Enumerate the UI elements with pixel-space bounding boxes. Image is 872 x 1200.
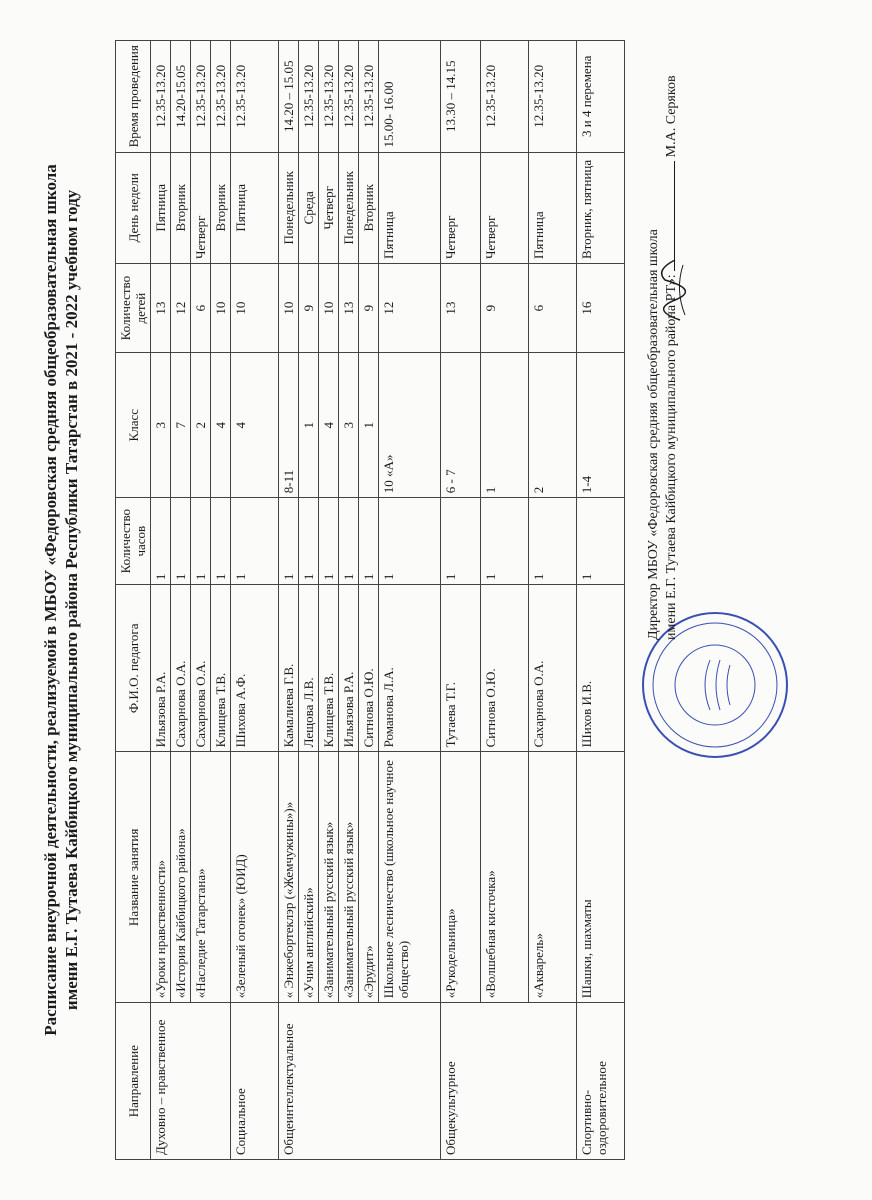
cell-teacher: Ильязова Р.А.	[151, 585, 171, 752]
cell-day: Среда	[299, 152, 319, 264]
table-row	[359, 41, 379, 1160]
cell-direction: Спортивно- оздоровительное	[577, 1003, 625, 1160]
cell-day: Вторник	[171, 152, 191, 264]
cell-class: 1	[359, 353, 379, 498]
cell-children: 13	[339, 264, 359, 353]
cell-teacher: Сахарнова О.А.	[529, 585, 577, 752]
cell-time: 12.35-13.20	[529, 41, 577, 153]
signature-line-1: Директор МБОУ «Федоровская средняя общеобразовательная школа	[646, 229, 661, 640]
cell-teacher: Клищева Т.В.	[319, 585, 339, 752]
cell-teacher: Лещова Л.В.	[299, 585, 319, 752]
cell-direction: Общекультурное	[441, 1003, 577, 1160]
cell-time: 12.35-13.20	[231, 41, 279, 153]
header-teacher: Ф.И.О. педагога	[116, 585, 151, 752]
handwritten-signature	[645, 255, 695, 325]
cell-teacher: Сахарнова О.А.	[191, 585, 211, 752]
table-row	[191, 41, 211, 1160]
table-row	[339, 41, 359, 1160]
cell-time: 12.35-13.20	[299, 41, 319, 153]
cell-hours: 1	[279, 498, 299, 585]
cell-teacher: Камалиева Г.В.	[279, 585, 299, 752]
cell-teacher: Ситнова О.Ю.	[359, 585, 379, 752]
cell-class: 2	[529, 353, 577, 498]
cell-teacher: Тутаева Т.Г.	[441, 585, 481, 752]
cell-time: 14.20-15.05	[171, 41, 191, 153]
header-direction: Направление	[116, 1003, 151, 1160]
cell-hours: 1	[211, 498, 231, 585]
cell-teacher: Шихова А.Ф.	[231, 585, 279, 752]
cell-teacher: Шихов И.В.	[577, 585, 625, 752]
cell-hours: 1	[359, 498, 379, 585]
table-header-row	[116, 41, 151, 1160]
cell-hours: 1	[339, 498, 359, 585]
cell-class: 8-11	[279, 353, 299, 498]
cell-day: Пятница	[231, 152, 279, 264]
cell-day: Четверг	[191, 152, 211, 264]
cell-time: 12.35-13.20	[359, 41, 379, 153]
cell-activity: «Учим английский»	[299, 752, 319, 1003]
title-line-2: имени Е.Г. Тутаева Кайбицкого муниципального района Республики Татарстан в 2021 - 2022 учебном году	[62, 189, 81, 1011]
cell-day: Понедельник	[339, 152, 359, 264]
cell-day: Четверг	[481, 152, 529, 264]
cell-day: Вторник	[211, 152, 231, 264]
cell-day: Вторник	[359, 152, 379, 264]
cell-hours: 1	[299, 498, 319, 585]
cell-class: 1-4	[577, 353, 625, 498]
cell-teacher: Ильязова Р.А.	[339, 585, 359, 752]
cell-time: 12.35-13.20	[481, 41, 529, 153]
cell-class: 7	[171, 353, 191, 498]
cell-activity: «Занимательный русский язык»	[319, 752, 339, 1003]
cell-hours: 1	[171, 498, 191, 585]
cell-activity: «Рукодельница»	[441, 752, 481, 1003]
cell-hours: 1	[191, 498, 211, 585]
table-row	[441, 41, 481, 1160]
cell-day: Четверг	[441, 152, 481, 264]
table-row	[379, 41, 441, 1160]
header-day: День недели	[116, 152, 151, 264]
cell-activity: «Эрудит»	[359, 752, 379, 1003]
cell-children: 10	[279, 264, 299, 353]
director-signature-block	[645, 40, 681, 640]
cell-activity: Шашки, шахматы	[577, 752, 625, 1003]
cell-class: 1	[481, 353, 529, 498]
cell-time: 12.35-13.20	[339, 41, 359, 153]
header-class: Класс	[116, 353, 151, 498]
cell-activity: «Зеленый огонек» (ЮИД)	[231, 752, 279, 1003]
cell-time: 12.35-13.20	[211, 41, 231, 153]
cell-direction: Духовно – нравственное	[151, 1003, 231, 1160]
cell-time: 12.35-13.20	[191, 41, 211, 153]
header-children: Количество детей	[116, 264, 151, 353]
cell-class: 4	[231, 353, 279, 498]
cell-children: 6	[529, 264, 577, 353]
cell-day: Понедельник	[279, 152, 299, 264]
table-row	[231, 41, 279, 1160]
cell-time: 15.00- 16.00	[379, 41, 441, 153]
cell-teacher: Сахарнова О.А.	[171, 585, 191, 752]
cell-direction: Социальное	[231, 1003, 279, 1160]
table-row	[481, 41, 529, 1160]
cell-children: 12	[171, 264, 191, 353]
header-activity: Название занятия	[116, 752, 151, 1003]
cell-time: 3 и 4 перемена	[577, 41, 625, 153]
cell-time: 12.35-13.20	[151, 41, 171, 153]
cell-day: Пятница	[151, 152, 171, 264]
cell-activity: «Акварель»	[529, 752, 577, 1003]
cell-activity: Школьное лесничество (школьное научное общество)	[379, 752, 441, 1003]
cell-time: 12.35-13.20	[319, 41, 339, 153]
cell-day: Пятница	[529, 152, 577, 264]
header-hours: Количество часов	[116, 498, 151, 585]
cell-teacher: Ситнова О.Ю.	[481, 585, 529, 752]
table-row	[171, 41, 191, 1160]
cell-children: 9	[299, 264, 319, 353]
signature-line-2	[663, 40, 681, 640]
header-time: Время проведения	[116, 41, 151, 153]
cell-class: 3	[151, 353, 171, 498]
cell-children: 12	[379, 264, 441, 353]
cell-activity: « Энжебортеклэр («Жемчужины»)»	[279, 752, 299, 1003]
cell-day: Вторник, пятница	[577, 152, 625, 264]
cell-teacher: Романова Л.А.	[379, 585, 441, 752]
cell-class: 10 «А»	[379, 353, 441, 498]
cell-hours: 1	[151, 498, 171, 585]
cell-activity: «Волшебная кисточка»	[481, 752, 529, 1003]
cell-children: 9	[359, 264, 379, 353]
cell-time: 13.30 – 14.15	[441, 41, 481, 153]
cell-hours: 1	[441, 498, 481, 585]
cell-day: Четверг	[319, 152, 339, 264]
cell-activity: «Уроки нравственности»	[151, 752, 171, 1003]
cell-class: 4	[211, 353, 231, 498]
cell-children: 16	[577, 264, 625, 353]
cell-hours: 1	[379, 498, 441, 585]
table-row	[299, 41, 319, 1160]
signature-line-2-text: имени Е.Г. Тутаева Кайбицкого муниципального района РТ»:	[664, 274, 679, 640]
cell-children: 10	[319, 264, 339, 353]
cell-children: 13	[151, 264, 171, 353]
cell-children: 13	[441, 264, 481, 353]
cell-class: 1	[299, 353, 319, 498]
cell-hours: 1	[577, 498, 625, 585]
cell-activity: «Наследие Татарстана»	[191, 752, 231, 1003]
cell-class: 3	[339, 353, 359, 498]
cell-class: 4	[319, 353, 339, 498]
cell-children: 10	[231, 264, 279, 353]
table-row	[319, 41, 339, 1160]
table-row	[279, 41, 299, 1160]
cell-time: 14.20 – 15.05	[279, 41, 299, 153]
cell-children: 9	[481, 264, 529, 353]
schedule-table	[115, 40, 625, 1160]
cell-direction: Общеинтеллектуальное	[279, 1003, 441, 1160]
director-name: М.А. Серяков	[664, 75, 679, 158]
cell-children: 10	[211, 264, 231, 353]
cell-teacher: Клищева Т.В.	[211, 585, 231, 752]
cell-hours: 1	[481, 498, 529, 585]
cell-activity: «История Кайбицкого района»	[171, 752, 191, 1003]
cell-children: 6	[191, 264, 211, 353]
cell-activity: «Занимательный русский язык»	[339, 752, 359, 1003]
cell-hours: 1	[231, 498, 279, 585]
table-row	[577, 41, 625, 1160]
cell-class: 2	[191, 353, 211, 498]
cell-hours: 1	[529, 498, 577, 585]
cell-hours: 1	[319, 498, 339, 585]
document-title	[40, 50, 82, 1150]
cell-day: Пятница	[379, 152, 441, 264]
cell-class: 6 - 7	[441, 353, 481, 498]
table-row	[151, 41, 171, 1160]
table-row	[529, 41, 577, 1160]
title-line-1: Расписание внеурочной деятельности, реализуемой в МБОУ «Федоровская средняя общеобразовательная школа	[41, 164, 60, 1036]
